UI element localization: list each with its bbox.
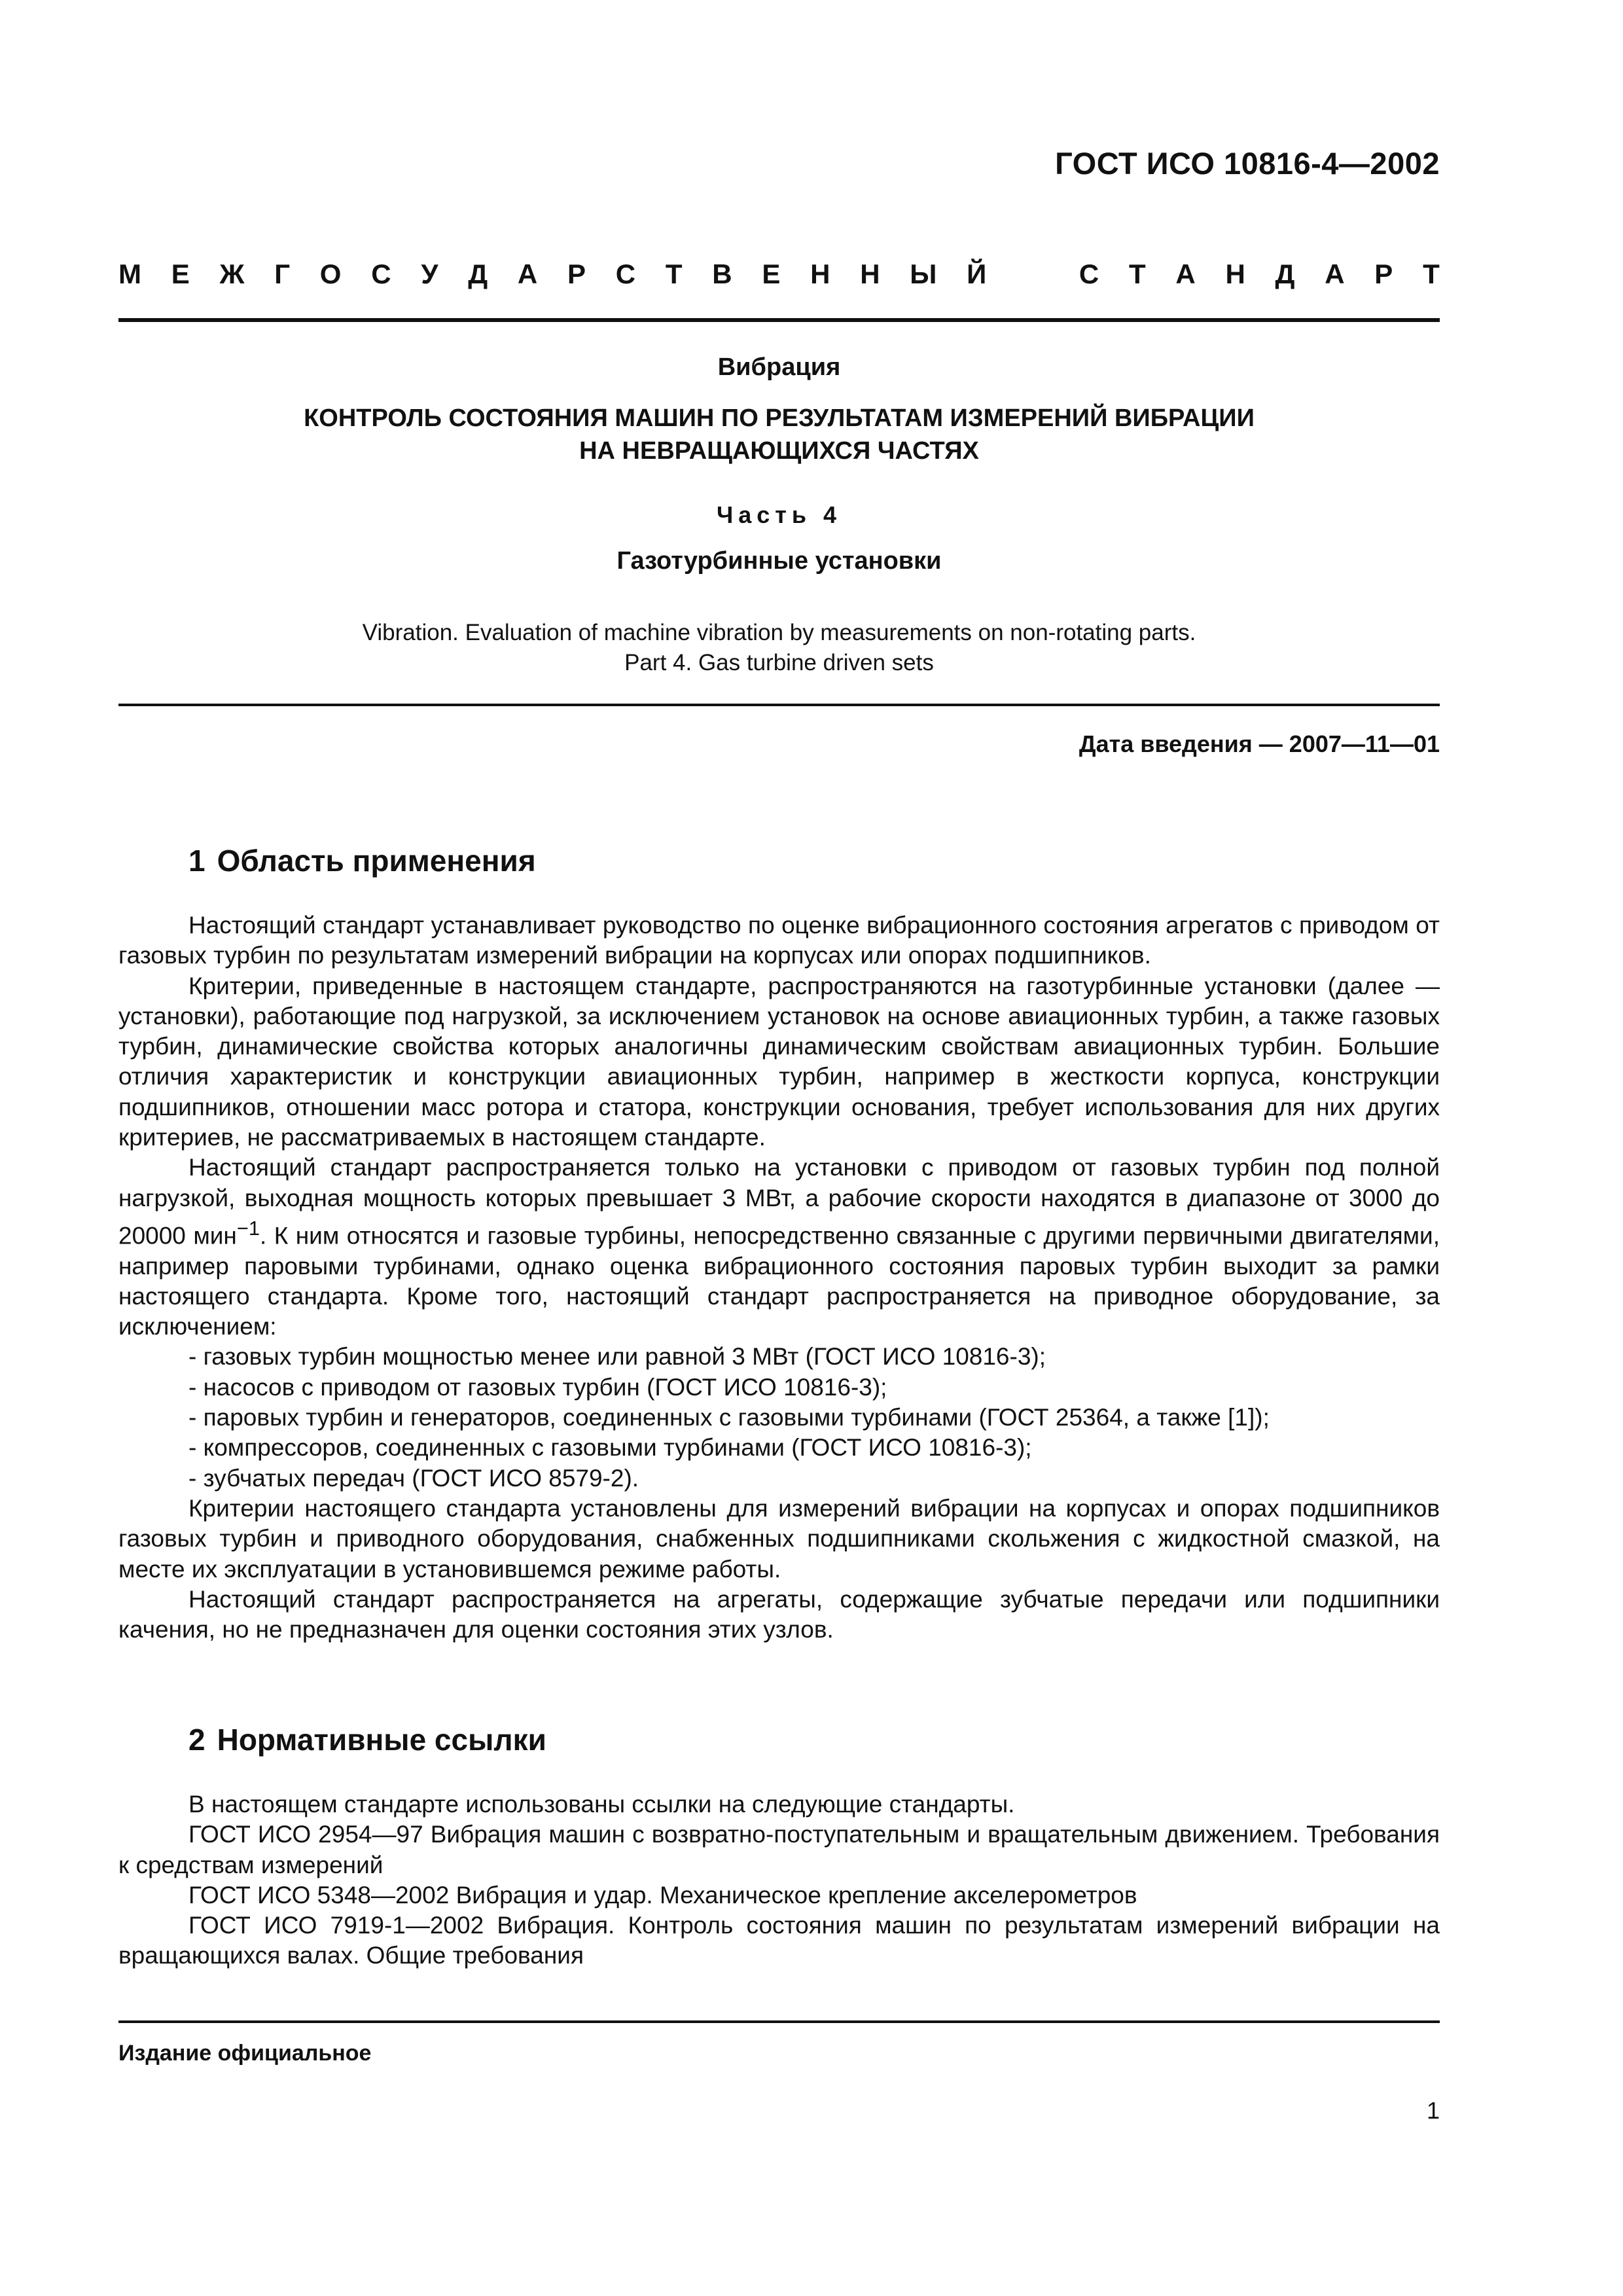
- main-title-line: НА НЕВРАЩАЮЩИХСЯ ЧАСТЯХ: [579, 437, 979, 465]
- banner-letter: М: [118, 259, 141, 289]
- document-number: ГОСТ ИСО 10816-4—2002: [1055, 146, 1440, 181]
- section-title: Нормативные ссылки: [217, 1723, 546, 1757]
- banner-letter: Т: [665, 259, 683, 289]
- superscript: −1: [236, 1216, 260, 1240]
- paragraph: ГОСТ ИСО 7919-1—2002 Вибрация. Контроль состояния машин по результатам измерений вибрации на вращающихся валах. Общие требования: [118, 1912, 1440, 1969]
- paragraph: Критерии, приведенные в настоящем стандарте, распространяются на газотурбинные установки (далее — установки), работающие под нагрузкой, за исключением установок на основе авиационных турбин, а также газовых турбин, динамические свойства которых аналогичны динамическим свойствам авиационных турбин. Большие отличия характеристик и конструкции авиационных турбин, например в жесткости корпуса, конструкции подшипников, отношении масс ротора и статора, конструкции основания, требует использования для них других критериев, не рассматриваемых в настоящем стандарте.: [118, 972, 1440, 1151]
- paragraph: В настоящем стандарте использованы ссылки на следующие стандарты.: [188, 1791, 1015, 1818]
- banner-letter: Н: [810, 259, 830, 289]
- paragraph: Настоящий стандарт распространяется на агрегаты, содержащие зубчатые передачи или подшипники качения, но не предназначен для оценки состояния этих узлов.: [118, 1585, 1440, 1643]
- banner-word-gap: [1016, 259, 1049, 290]
- banner-letter: А: [1175, 259, 1196, 289]
- banner-letter: Д: [468, 259, 488, 289]
- section-number: 2: [188, 1723, 205, 1757]
- banner-letter: Н: [1225, 259, 1245, 289]
- section-title: Область применения: [217, 844, 536, 878]
- paragraph: Настоящий стандарт устанавливает руководство по оценке вибрационного состояния агрегатов с приводом от газовых турбин по результатам измерений вибрации на корпусах или опорах подшипников.: [118, 912, 1440, 969]
- banner-letter: Т: [1423, 259, 1440, 289]
- list-item: - компрессоров, соединенных с газовыми турбинами (ГОСТ ИСО 10816-3);: [188, 1434, 1032, 1462]
- subject-title: Вибрация: [717, 353, 841, 381]
- banner-letter: Р: [1374, 259, 1393, 289]
- section-heading: [118, 1720, 1440, 1759]
- banner-letter: Ы: [910, 259, 937, 289]
- paragraph: ГОСТ ИСО 2954—97 Вибрация машин с возвратно-поступательным и вращательным движением. Требования к средствам измерений: [118, 1821, 1440, 1878]
- main-title: [118, 402, 1440, 467]
- banner-letter: А: [1325, 259, 1345, 289]
- header-divider: [118, 318, 1440, 322]
- banner-letter: С: [1079, 259, 1099, 289]
- page-number: 1: [1426, 2097, 1440, 2124]
- title-divider: [118, 704, 1440, 706]
- main-title-line: КОНТРОЛЬ СОСТОЯНИЯ МАШИН ПО РЕЗУЛЬТАТАМ ИЗМЕРЕНИЙ ВИБРАЦИИ: [304, 404, 1255, 432]
- section-heading: [118, 841, 1440, 880]
- banner-letter: О: [319, 259, 342, 289]
- paragraph: [118, 1153, 1440, 1342]
- banner-letter: Ж: [219, 259, 245, 289]
- banner-letter: Р: [567, 259, 586, 289]
- banner-letter: Г: [274, 259, 291, 289]
- list-item: - паровых турбин и генераторов, соединенных с газовыми турбинами (ГОСТ 25364, а также [1]);: [188, 1404, 1270, 1431]
- english-title-line: Part 4. Gas turbine driven sets: [624, 650, 934, 675]
- english-title: [118, 618, 1440, 678]
- banner-letter: Д: [1275, 259, 1295, 289]
- paragraph-text: Настоящий стандарт распространяется только на установки с приводом от газовых турбин под полной нагрузкой, выходная мощность которых превышает 3 МВт, а рабочие скорости находятся в диапазоне от 3000 до 20000 мин: [118, 1154, 1440, 1249]
- banner-letter: С: [371, 259, 391, 289]
- list-item: - зубчатых передач (ГОСТ ИСО 8579-2).: [188, 1464, 639, 1492]
- footer-divider: [118, 2020, 1440, 2023]
- banner-letter: С: [615, 259, 636, 289]
- part-label: Часть 4: [716, 501, 842, 528]
- banner-letter: Е: [171, 259, 190, 289]
- banner-letter: У: [421, 259, 438, 289]
- introduction-date: Дата введения — 2007—11—01: [1079, 730, 1440, 757]
- list-item: - насосов с приводом от газовых турбин (ГОСТ ИСО 10816-3);: [188, 1373, 887, 1401]
- part-title: Газотурбинные установки: [616, 547, 942, 575]
- edition-label: Издание официальное: [118, 2041, 372, 2066]
- banner-letter: А: [517, 259, 538, 289]
- section-scope: [118, 841, 1440, 1645]
- section-number: 1: [188, 844, 205, 878]
- banner-letter: В: [712, 259, 732, 289]
- english-title-line: Vibration. Evaluation of machine vibration by measurements on non-rotating parts.: [362, 620, 1196, 645]
- paragraph-text: . К ним относятся и газовые турбины, непосредственно связанные с другими первичными двигателями, например паровыми турбинами, однако оценка вибрационного состояния паровых турбин выходит за рамки настоящего стандарта. Кроме того, настоящий стандарт распространяется на приводное оборудование, за исключением:: [118, 1222, 1440, 1340]
- interstate-standard-banner: [118, 259, 1440, 290]
- paragraph: ГОСТ ИСО 5348—2002 Вибрация и удар. Механическое крепление акселерометров: [188, 1881, 1137, 1909]
- paragraph: Критерии настоящего стандарта установлены для измерений вибрации на корпусах и опорах подшипников газовых турбин и приводного оборудования, снабженных подшипниками скольжения с жидкостной смазкой, на месте их эксплуатации в установившемся режиме работы.: [118, 1494, 1440, 1583]
- banner-letter: Й: [967, 259, 987, 289]
- banner-letter: Т: [1128, 259, 1146, 289]
- banner-letter: Е: [762, 259, 781, 289]
- section-normative-references: [118, 1720, 1440, 1971]
- list-item: - газовых турбин мощностью менее или равной 3 МВт (ГОСТ ИСО 10816-3);: [188, 1343, 1046, 1371]
- banner-letter: Н: [860, 259, 880, 289]
